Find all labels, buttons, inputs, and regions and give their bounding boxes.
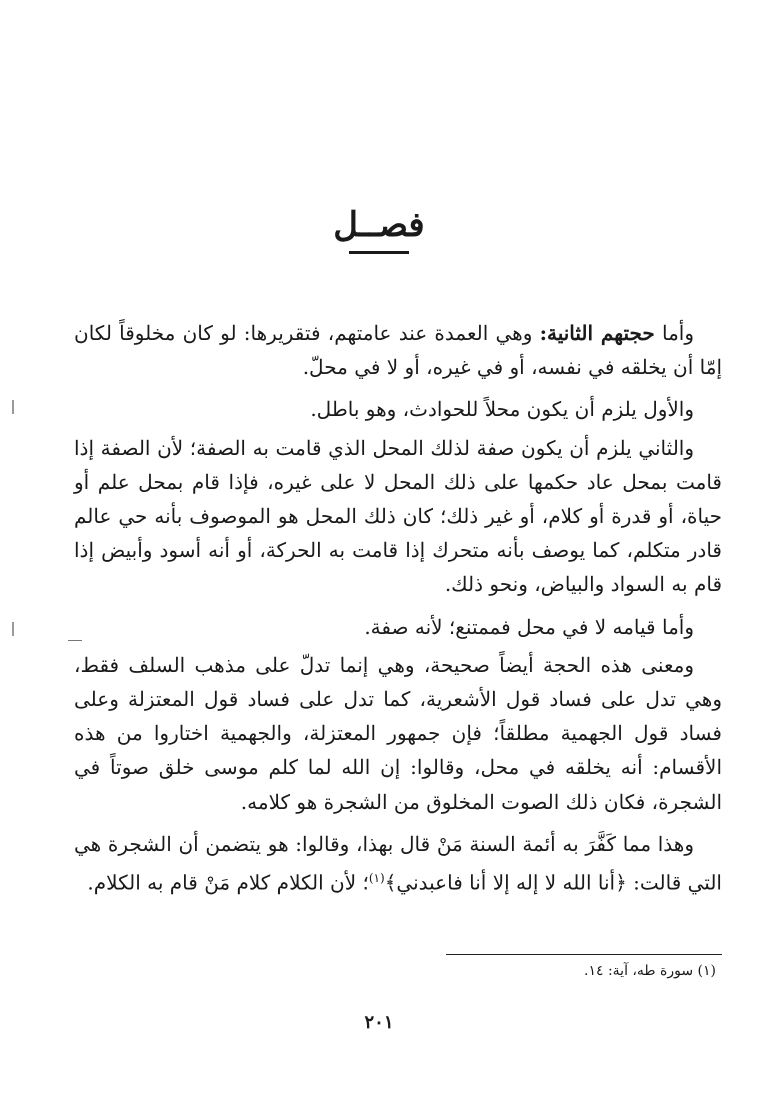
page-number: ٢٠١: [364, 1012, 394, 1033]
paragraph-1-term: حجتهم الثانية:: [539, 321, 655, 345]
paragraph-3: والثاني يلزم أن يكون صفة لذلك المحل الذي قامت به الصفة؛ لأن الصفة إذا قامت بمحل عاد حكمها على ذلك المحل لا على غيره، فإذا قام بمحل علم أو حياة، أو قدرة أو كلام، أو غير ذلك؛ كان ذلك المحل هو الموصوف بأنه حي عالم قادر متكلم، كما يوصف بأنه متحرك إذا قامت به الحركة، أو أنه أسود وأبيض إذا قام به السواد والبياض، ونحو ذلك.: [74, 435, 722, 597]
footnote: (١) سورة طه، آية: ١٤.: [584, 963, 716, 979]
chapter-title-text: فصــل: [333, 205, 425, 245]
main-text: [74, 316, 722, 908]
footnote-separator: [446, 954, 722, 955]
paragraph-4: وأما قيامه لا في محل فممتنع؛ لأنه صفة.: [364, 614, 694, 639]
title-underline: [349, 251, 409, 254]
paragraph-5: ومعنى هذه الحجة أيضاً صحيحة، وهي إنما تدلّ على مذهب السلف فقط، وهي تدل على فساد قول الأشعرية، كما تدل على فساد قول المعتزلة وعلى فساد قول الجهمية مطلقاً؛ فإن جمهور المعتزلة، والجهمية اختاروا من هذه الأقسام: أنه يخلقه في محل، وقالوا: إن الله لما كلم موسى خلق صوتاً في الشجرة، فكان ذلك الصوت المخلوق من الشجرة هو كلامه.: [74, 652, 722, 814]
paragraph-2: والأول يلزم أن يكون محلاً للحوادث، وهو باطل.: [310, 397, 694, 422]
paragraph-1: [74, 316, 722, 384]
chapter-title: [0, 205, 758, 254]
paragraph-6-before: وهذا مما كَفَّرَ به أئمة السنة مَنْ قال بهذا، وقالوا: هو يتضمن أن الشجرة هي التي قالت: ﴿أنا الله لا إله إلا أنا فاعبدني﴾: [74, 831, 722, 895]
paragraph-1-text: وهي العمدة عند عامتهم، فتقريرها: لو كان مخلوقاً لكان إمّا أن يخلقه في نفسه، أو في غيره، أو لا في محلّ.: [74, 321, 722, 380]
footnote-marker: (١): [368, 871, 385, 886]
paragraph-6-after: ؛ لأن الكلام كلام مَنْ قام به الكلام.: [87, 870, 369, 895]
paragraph-1-intro: وأما: [661, 321, 695, 345]
paragraph-6: [74, 827, 722, 900]
scan-margin-mark: [12, 400, 14, 414]
scan-margin-mark: [12, 622, 14, 636]
